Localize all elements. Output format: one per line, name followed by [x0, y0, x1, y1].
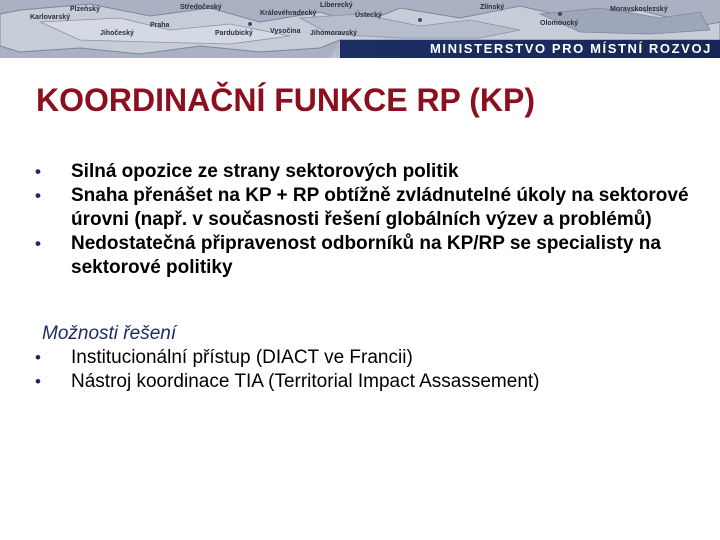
solutions-heading: Možnosti řešení: [42, 323, 177, 344]
bullet-icon: •: [35, 186, 41, 205]
map-label: Ústecký: [355, 12, 382, 19]
map-label: Středočeský: [180, 4, 222, 11]
slide-title: KOORDINAČNÍ FUNKCE RP (KP): [36, 82, 535, 118]
list-item: [28, 232, 718, 280]
bullet-text: Snaha přenášet na KP + RP obtížně zvládnutelné úkoly na sektorové úrovni (např. v současnosti řešení globálních výzev a problémů): [71, 185, 689, 230]
bullet-text: Silná opozice ze strany sektorových politik: [71, 161, 459, 182]
bullet-icon: •: [35, 372, 41, 391]
map-label: Plzeňský: [70, 6, 100, 13]
map-label: Jihočeský: [100, 30, 134, 37]
map-label: Královéhradecký: [260, 10, 317, 17]
bullet-icon: •: [35, 348, 41, 367]
solution-points-list: [28, 346, 718, 394]
bullet-icon: •: [35, 234, 41, 253]
map-label: Karlovarský: [30, 14, 71, 21]
map-label: Moravskoslezský: [610, 6, 668, 13]
list-item: [28, 160, 718, 184]
bullet-text: Nástroj koordinace TIA (Territorial Impact Assassement): [71, 371, 540, 392]
list-item: [28, 184, 718, 232]
ministry-name-bar: MINISTERSTVO PRO MÍSTNÍ ROZVOJ: [340, 40, 720, 58]
map-label: Vysočina: [270, 28, 301, 35]
slide-content: [28, 160, 718, 394]
list-item: [28, 346, 718, 370]
header-banner: [0, 0, 720, 58]
bullet-text: Nedostatečná připravenost odborníků na KP/RP se specialisty na sektorové politiky: [71, 233, 661, 278]
bullet-text: Institucionální přístup (DIACT ve Francii): [71, 347, 413, 368]
bullet-icon: •: [35, 162, 41, 181]
map-label: Jihomoravský: [310, 30, 358, 37]
map-label: Liberecký: [320, 2, 353, 9]
map-label: Olomoucký: [540, 20, 579, 27]
primary-points-list: [28, 160, 718, 280]
map-label: Praha: [150, 22, 170, 29]
map-label: Zlínský: [480, 4, 505, 11]
list-item: [28, 370, 718, 394]
map-label: Pardubický: [215, 30, 253, 37]
